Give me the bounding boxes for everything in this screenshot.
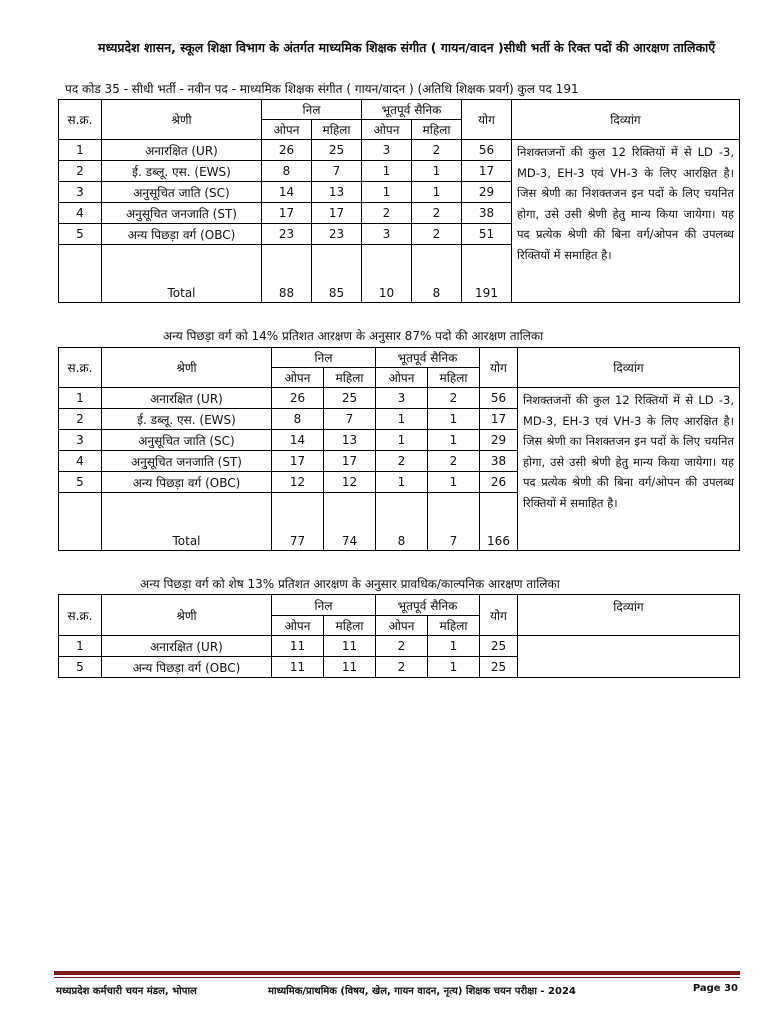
post-code-subheading: पद कोड 35 - सीधी भर्ती - नवीन पद - माध्यमिक शिक्षक संगीत ( गायन/वादन ) (अतिथि शिक्षक प्रवर्ग) कुल पद 191 — [65, 82, 579, 96]
serial-cell: 2 — [59, 161, 102, 182]
ex-female-cell: 1 — [412, 182, 462, 203]
nil-open-total: 88 — [262, 245, 312, 303]
divyang-note: निशक्तजनों की कुल 12 रिक्तियों में से LD -3, MD-3, EH-3 एवं VH-3 के लिए आरक्षित है। जिस श्रेणी का निशक्तजन इन पदों के लिए चयनित होगा, उसे उसी श्रेणी हेतु मान्य किया जायेगा। यह पद प्रत्येक श्रेणी की बिना वर्ग/ओपन की उपलब्ध रिक्तियों में समाहित है। — [512, 140, 740, 303]
nil-female-cell: 7 — [324, 409, 376, 430]
total-cell: 29 — [480, 430, 518, 451]
ex-servicemen-header: भूतपूर्व सैनिक — [362, 100, 462, 120]
table-row — [59, 636, 740, 657]
serial-cell: 3 — [59, 182, 102, 203]
category-cell: अनारक्षित (UR) — [102, 636, 272, 657]
category-cell: ई. डब्लू. एस. (EWS) — [102, 161, 262, 182]
total-cell: 56 — [480, 388, 518, 409]
serial-cell: 2 — [59, 409, 102, 430]
ex-female-total: 7 — [428, 493, 480, 551]
nil-header: निल — [272, 595, 376, 616]
nil-open-cell: 12 — [272, 472, 324, 493]
nil-open-cell: 17 — [262, 203, 312, 224]
serial-header: स.क्र. — [59, 100, 102, 140]
ex-female-total: 8 — [412, 245, 462, 303]
divyang-header: दिव्यांग — [512, 100, 740, 140]
total-cell: 38 — [480, 451, 518, 472]
ex-open-cell: 1 — [376, 409, 428, 430]
ex-female-cell: 1 — [428, 430, 480, 451]
serial-cell: 5 — [59, 472, 102, 493]
category-cell: अन्य पिछड़ा वर्ग (OBC) — [102, 657, 272, 678]
ex-open-cell: 3 — [362, 224, 412, 245]
nil-female-header: महिला — [312, 120, 362, 140]
nil-female-cell: 25 — [324, 388, 376, 409]
nil-female-cell: 17 — [324, 451, 376, 472]
grand-total: 191 — [462, 245, 512, 303]
nil-open-cell: 11 — [272, 657, 324, 678]
ex-female-cell: 2 — [428, 451, 480, 472]
serial-header: स.क्र. — [59, 595, 102, 636]
ex-open-cell: 3 — [362, 140, 412, 161]
nil-female-header: महिला — [324, 368, 376, 388]
serial-header: स.क्र. — [59, 348, 102, 388]
category-header: श्रेणी — [102, 100, 262, 140]
category-header: श्रेणी — [102, 595, 272, 636]
ex-female-cell: 1 — [428, 636, 480, 657]
ex-open-cell: 2 — [376, 657, 428, 678]
ex-servicemen-header: भूतपूर्व सैनिक — [376, 595, 480, 616]
ex-open-header: ओपन — [362, 120, 412, 140]
nil-female-cell: 13 — [312, 182, 362, 203]
category-cell: अन्य पिछड़ा वर्ग (OBC) — [102, 224, 262, 245]
document-heading: मध्यप्रदेश शासन, स्कूल शिक्षा विभाग के अंतर्गत माध्यमिक शिक्षक संगीत ( गायन/वादन )सीधी भर्ती के रिक्त पदों की आरक्षण तालिकाएँ — [98, 40, 716, 55]
ex-female-cell: 1 — [428, 409, 480, 430]
ex-female-cell: 2 — [412, 140, 462, 161]
serial-cell: 1 — [59, 140, 102, 161]
total-cell: 26 — [480, 472, 518, 493]
nil-female-cell: 23 — [312, 224, 362, 245]
divyang-header: दिव्यांग — [518, 595, 740, 636]
table-2-caption: अन्य पिछड़ा वर्ग को 14% प्रतिशत आरक्षण के अनुसार 87% पदो की आरक्षण तालिका — [163, 329, 544, 343]
ex-servicemen-header: भूतपूर्व सैनिक — [376, 348, 480, 368]
total-cell: 17 — [462, 161, 512, 182]
total-header: योग — [480, 348, 518, 388]
ex-open-header: ओपन — [376, 368, 428, 388]
nil-female-total: 74 — [324, 493, 376, 551]
serial-cell: 1 — [59, 388, 102, 409]
nil-female-cell: 12 — [324, 472, 376, 493]
reservation-table-1 — [58, 99, 740, 303]
category-cell: अनारक्षित (UR) — [102, 388, 272, 409]
nil-open-cell: 11 — [272, 636, 324, 657]
nil-female-cell: 17 — [312, 203, 362, 224]
nil-header: निल — [272, 348, 376, 368]
reservation-table-2 — [58, 347, 740, 551]
ex-female-cell: 1 — [428, 472, 480, 493]
ex-open-cell: 1 — [362, 161, 412, 182]
category-cell: अनुसूचित जाति (SC) — [102, 430, 272, 451]
total-cell: 38 — [462, 203, 512, 224]
category-cell: ई. डब्लू. एस. (EWS) — [102, 409, 272, 430]
category-cell: अनारक्षित (UR) — [102, 140, 262, 161]
ex-female-cell: 2 — [412, 224, 462, 245]
total-header: योग — [462, 100, 512, 140]
nil-open-cell: 8 — [262, 161, 312, 182]
ex-open-cell: 2 — [362, 203, 412, 224]
category-cell: अन्य पिछड़ा वर्ग (OBC) — [102, 472, 272, 493]
ex-open-cell: 1 — [376, 472, 428, 493]
nil-female-cell: 13 — [324, 430, 376, 451]
ex-open-cell: 3 — [376, 388, 428, 409]
footer-page-number: Page 30 — [692, 983, 738, 994]
serial-cell: 5 — [59, 224, 102, 245]
total-cell: 56 — [462, 140, 512, 161]
divyang-header: दिव्यांग — [518, 348, 740, 388]
ex-open-cell: 2 — [376, 636, 428, 657]
nil-open-cell: 14 — [272, 430, 324, 451]
nil-open-header: ओपन — [272, 616, 324, 636]
table-3-caption: अन्य पिछड़ा वर्ग को शेष 13% प्रतिशत आरक्षण के अनुसार प्रावधिक/काल्पनिक आरक्षण तालिका — [140, 577, 560, 591]
category-cell: अनुसूचित जनजाति (ST) — [102, 203, 262, 224]
serial-cell: 1 — [59, 636, 102, 657]
category-cell: अनुसूचित जनजाति (ST) — [102, 451, 272, 472]
category-cell: अनुसूचित जाति (SC) — [102, 182, 262, 203]
reservation-table-3 — [58, 594, 740, 678]
ex-female-cell: 1 — [412, 161, 462, 182]
ex-open-total: 10 — [362, 245, 412, 303]
ex-open-header: ओपन — [376, 616, 428, 636]
serial-cell: 4 — [59, 203, 102, 224]
nil-open-cell: 8 — [272, 409, 324, 430]
total-label: Total — [102, 245, 262, 303]
ex-female-cell: 2 — [412, 203, 462, 224]
footer-rule-thin — [54, 977, 740, 978]
grand-total: 166 — [480, 493, 518, 551]
nil-open-total: 77 — [272, 493, 324, 551]
nil-female-cell: 7 — [312, 161, 362, 182]
nil-open-header: ओपन — [272, 368, 324, 388]
nil-female-total: 85 — [312, 245, 362, 303]
ex-female-cell: 2 — [428, 388, 480, 409]
divyang-note: निशक्तजनों की कुल 12 रिक्तियों में से LD -3, MD-3, EH-3 एवं VH-3 के लिए आरक्षित है। जिस श्रेणी का निशक्तजन इन पदों के लिए चयनित होगा, उसे उसी श्रेणी हेतु मान्य किया जायेगा। यह पद प्रत्येक श्रेणी की बिना वर्ग/ओपन की उपलब्ध रिक्तियों में समाहित है। — [518, 388, 740, 551]
total-cell: 25 — [480, 636, 518, 657]
footer-rule-thick — [54, 971, 740, 975]
nil-female-cell: 25 — [312, 140, 362, 161]
nil-open-cell: 14 — [262, 182, 312, 203]
divyang-empty-cell — [518, 636, 740, 678]
table-row — [59, 140, 740, 161]
ex-female-cell: 1 — [428, 657, 480, 678]
nil-female-cell: 11 — [324, 657, 376, 678]
serial-cell: 5 — [59, 657, 102, 678]
ex-open-cell: 1 — [362, 182, 412, 203]
nil-open-cell: 26 — [272, 388, 324, 409]
nil-female-cell: 11 — [324, 636, 376, 657]
nil-header: निल — [262, 100, 362, 120]
serial-cell: 4 — [59, 451, 102, 472]
total-header: योग — [480, 595, 518, 636]
nil-open-cell: 23 — [262, 224, 312, 245]
ex-open-total: 8 — [376, 493, 428, 551]
total-cell: 29 — [462, 182, 512, 203]
footer-exam-title: माध्यमिक/प्राथमिक (विषय, खेल, गायन वादन, नृत्य) शिक्षक चयन परीक्षा - 2024 — [268, 986, 576, 997]
ex-female-header: महिला — [428, 368, 480, 388]
category-header: श्रेणी — [102, 348, 272, 388]
ex-female-header: महिला — [412, 120, 462, 140]
nil-open-cell: 26 — [262, 140, 312, 161]
nil-open-cell: 17 — [272, 451, 324, 472]
nil-female-header: महिला — [324, 616, 376, 636]
total-cell: 51 — [462, 224, 512, 245]
ex-female-header: महिला — [428, 616, 480, 636]
total-label: Total — [102, 493, 272, 551]
footer-organization: मध्यप्रदेश कर्मचारी चयन मंडल, भोपाल — [56, 986, 197, 997]
ex-open-cell: 2 — [376, 451, 428, 472]
nil-open-header: ओपन — [262, 120, 312, 140]
total-cell: 17 — [480, 409, 518, 430]
serial-cell: 3 — [59, 430, 102, 451]
total-cell: 25 — [480, 657, 518, 678]
ex-open-cell: 1 — [376, 430, 428, 451]
table-row — [59, 388, 740, 409]
